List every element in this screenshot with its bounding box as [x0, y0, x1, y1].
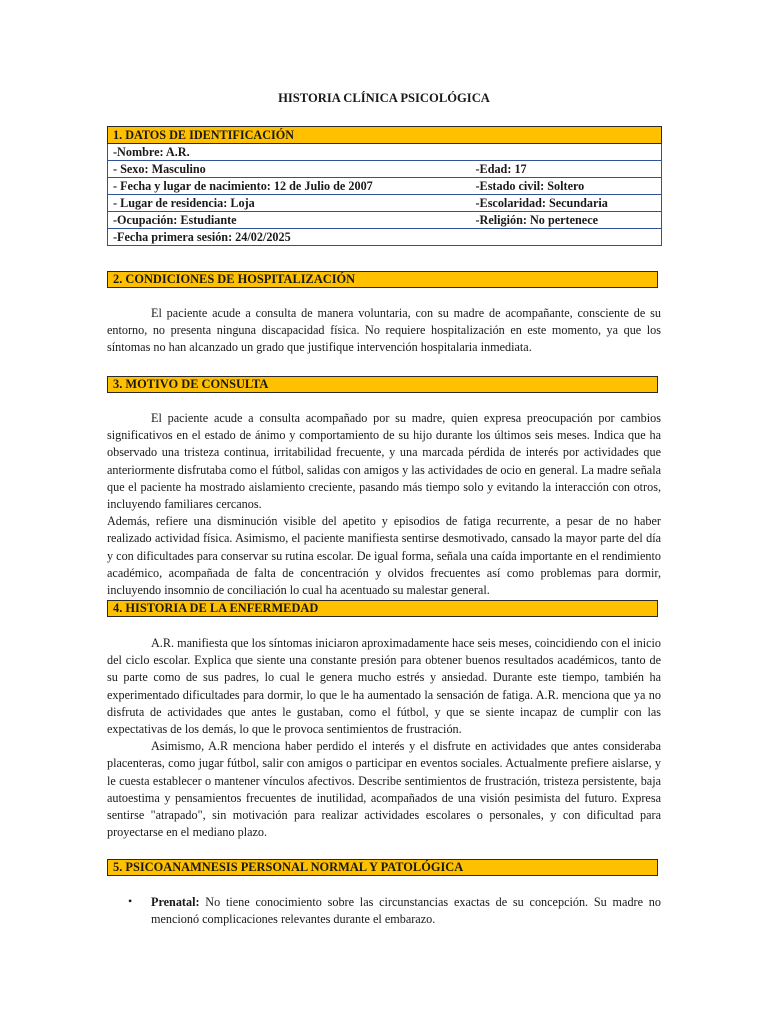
hospitalization-section	[107, 305, 661, 357]
field-religion: -Religión: No pertenece	[470, 212, 662, 229]
document-title: HISTORIA CLÍNICA PSICOLÓGICA	[278, 91, 490, 105]
consultation-section	[107, 410, 661, 599]
field-nacimiento: - Fecha y lugar de nacimiento: 12 de Julio de 2007	[108, 178, 470, 195]
field-escolaridad: -Escolaridad: Secundaria	[470, 195, 662, 212]
field-ocupacion: -Ocupación: Estudiante	[108, 212, 470, 229]
prenatal-list-item	[128, 894, 661, 928]
hospitalization-paragraph: El paciente acude a consulta de manera voluntaria, con su madre de acompañante, consciente de su entorno, no presenta ninguna discapacidad física. No requiere hospitalización en este momento, ya que los síntomas no han alcanzado un grado que justifique intervención hospitalaria inmediata.	[107, 306, 661, 355]
prenatal-text: No tiene conocimiento sobre las circunstancias exactas de su concepción. Su madre no mencionó complicaciones relevantes durante el embarazo.	[151, 895, 661, 927]
identification-heading: 1. DATOS DE IDENTIFICACIÓN	[108, 127, 662, 144]
illness-paragraph-1: A.R. manifiesta que los síntomas iniciaron aproximadamente hace seis meses, coincidiendo con el inicio del ciclo escolar. Explica que siente una constante presión para obtener buenos resultados académicos, tanto de su parte como de sus padres, lo cual le genera mucho estrés y ansiedad. Durante este tiempo, también ha experimentado dificultades para dormir, lo que le ha aumentado la sensación de fatiga. A.R. menciona que ya no disfruta de actividades que antes le gustaban, como el fútbol, y que se siente incapaz de cumplir con las expectativas de los demás, lo que le provoca sentimientos de frustración.	[107, 636, 661, 737]
consultation-paragraph-2: Además, refiere una disminución visible del apetito y episodios de fatiga recurrente, a pesar de no haber realizado actividad física. Asimismo, el paciente manifiesta sentirse desmotivado, cansado la mayor parte del día y con dificultades para conservar su rutina escolar. De igual forma, señala una caída importante en el rendimiento académico, acompañada de falta de concentración y olvidos frecuentes así como problemas para dormir, incluyendo insomnio de conciliación lo cual ha acentuado su malestar general.	[107, 514, 661, 598]
field-edad: -Edad: 17	[470, 161, 662, 178]
field-primera-sesion: -Fecha primera sesión: 24/02/2025	[108, 229, 662, 246]
illness-paragraph-2: Asimismo, A.R menciona haber perdido el interés y el disfrute en actividades que antes consideraba placenteras, como jugar fútbol, salir con amigos o participar en eventos sociales. Actualmente prefiere aislarse, y le cuesta establecer o mantener vínculos afectivos. Describe sentimientos de frustración, tristeza persistente, baja autoestima y pensamientos frecuentes de inutilidad, acompañados de una visión pesimista del futuro. Expresa sentirse "atrapado", sin motivación para realizar actividades escolares o personales, y con dificultad para proyectarse en el mediano plazo.	[107, 739, 661, 840]
field-residencia: - Lugar de residencia: Loja	[108, 195, 470, 212]
field-estado-civil: -Estado civil: Soltero	[470, 178, 662, 195]
consultation-heading: 3. MOTIVO DE CONSULTA	[107, 376, 658, 393]
psychoanamnesis-heading: 5. PSICOANAMNESIS PERSONAL NORMAL Y PATOLÓGICA	[107, 859, 658, 876]
prenatal-label: Prenatal:	[151, 895, 200, 909]
illness-heading: 4. HISTORIA DE LA ENFERMEDAD	[107, 600, 658, 617]
field-sexo: - Sexo: Masculino	[108, 161, 470, 178]
illness-section	[107, 635, 661, 841]
hospitalization-heading: 2. CONDICIONES DE HOSPITALIZACIÓN	[107, 271, 658, 288]
bullet-icon: •	[128, 894, 133, 908]
identification-table	[107, 126, 662, 246]
consultation-paragraph-1: El paciente acude a consulta acompañado por su madre, quien expresa preocupación por cambios significativos en el estado de ánimo y comportamiento de su hijo durante los últimos seis meses. Indica que ha observado una tristeza continua, irritabilidad frecuente, y una marcada pérdida de interés por actividades que anteriormente disfrutaba como el fútbol, salidas con amigos y las actividades de ocio en general. La madre señala que el paciente ha mostrado aislamiento creciente, pasando más tiempo solo y evitando la interacción con otros, incluyendo familiares cercanos.	[107, 411, 661, 512]
field-nombre: -Nombre: A.R.	[108, 144, 662, 161]
